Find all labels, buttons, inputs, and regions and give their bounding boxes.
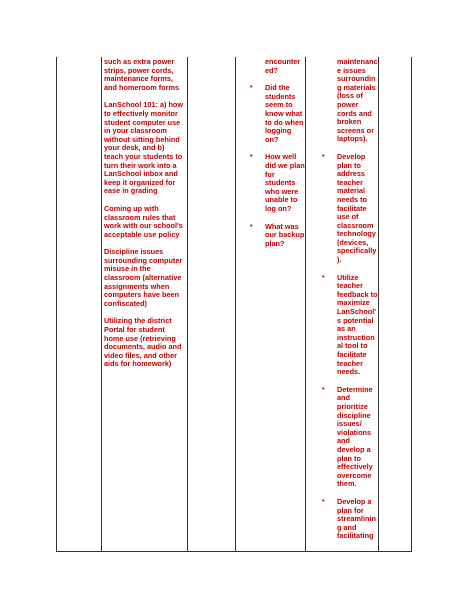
table-column-divider [187,57,188,552]
list-item [322,151,378,265]
table-column-divider [378,57,379,552]
question-text: How well did we plan for students who were unable to log on? [265,152,305,213]
table-column-divider [305,57,306,552]
table-column-divider [235,57,236,552]
table-border-right [411,57,412,552]
table-column-divider [101,57,102,552]
action-text: Develop a plan for streamlinin g and facilitating [337,496,376,541]
action-text: Utilize teacher feedback to maximize LanSchool' s potential as an instruction al tool to facilitate teacher needs. [337,272,378,377]
list-item [322,496,378,541]
table-border-bottom [56,551,411,552]
action-list [322,151,378,541]
action-continued-text: maintenanc e issues surroundin g materials (loss of power cords and broken screens or laptops). [337,57,378,144]
topic-text: Utilizing the district Portal for student home use (retrieving documents, audio and video files, and other aids for homework) [104,316,182,369]
action-text: Develop plan to address teacher material needs to facilitate use of classroom technology (devices, specifically ). [337,151,377,265]
bullet-icon: • [322,273,325,281]
list-item [250,83,305,144]
actions-cell [322,57,378,550]
question-text: Did the students seem to know what to do when logging on? [265,83,304,144]
topic-text: LanSchool 101: a) how to effectively monitor student computer use in your classroom without sitting behind your desk, and b) teach your students to turn their work into a LanSchool inbox and keep it organized for ease in grading [104,100,184,196]
action-text: Determine and prioritize discipline issues/ violations and develop a plan to effectively overcome them. [337,384,373,489]
bullet-icon: • [322,385,325,393]
question-continued-text: encounter ed? [265,57,301,75]
list-item [322,272,378,377]
bullet-icon: • [322,152,325,160]
topics-cell [104,58,184,378]
bullet-icon: • [250,153,253,161]
table-border-left [56,57,57,552]
question-text: What was our backup plan? [265,221,305,248]
questions-cell [250,57,305,257]
topic-text: Discipline issues surrounding computer misuse in the classroom (alternative assignments when computers have been confiscated) [104,247,183,308]
bullet-icon: • [322,497,325,505]
list-item [250,152,305,213]
topic-text: such as extra power strips, power cords, maintenance forms, and homeroom forms [104,57,180,92]
list-item [250,221,305,249]
bullet-icon: • [250,222,253,230]
topic-text: Coming up with classroom rules that work with our school's acceptable use policy [104,203,183,239]
question-list [250,83,305,248]
list-item [322,384,378,489]
bullet-icon: • [250,84,253,92]
